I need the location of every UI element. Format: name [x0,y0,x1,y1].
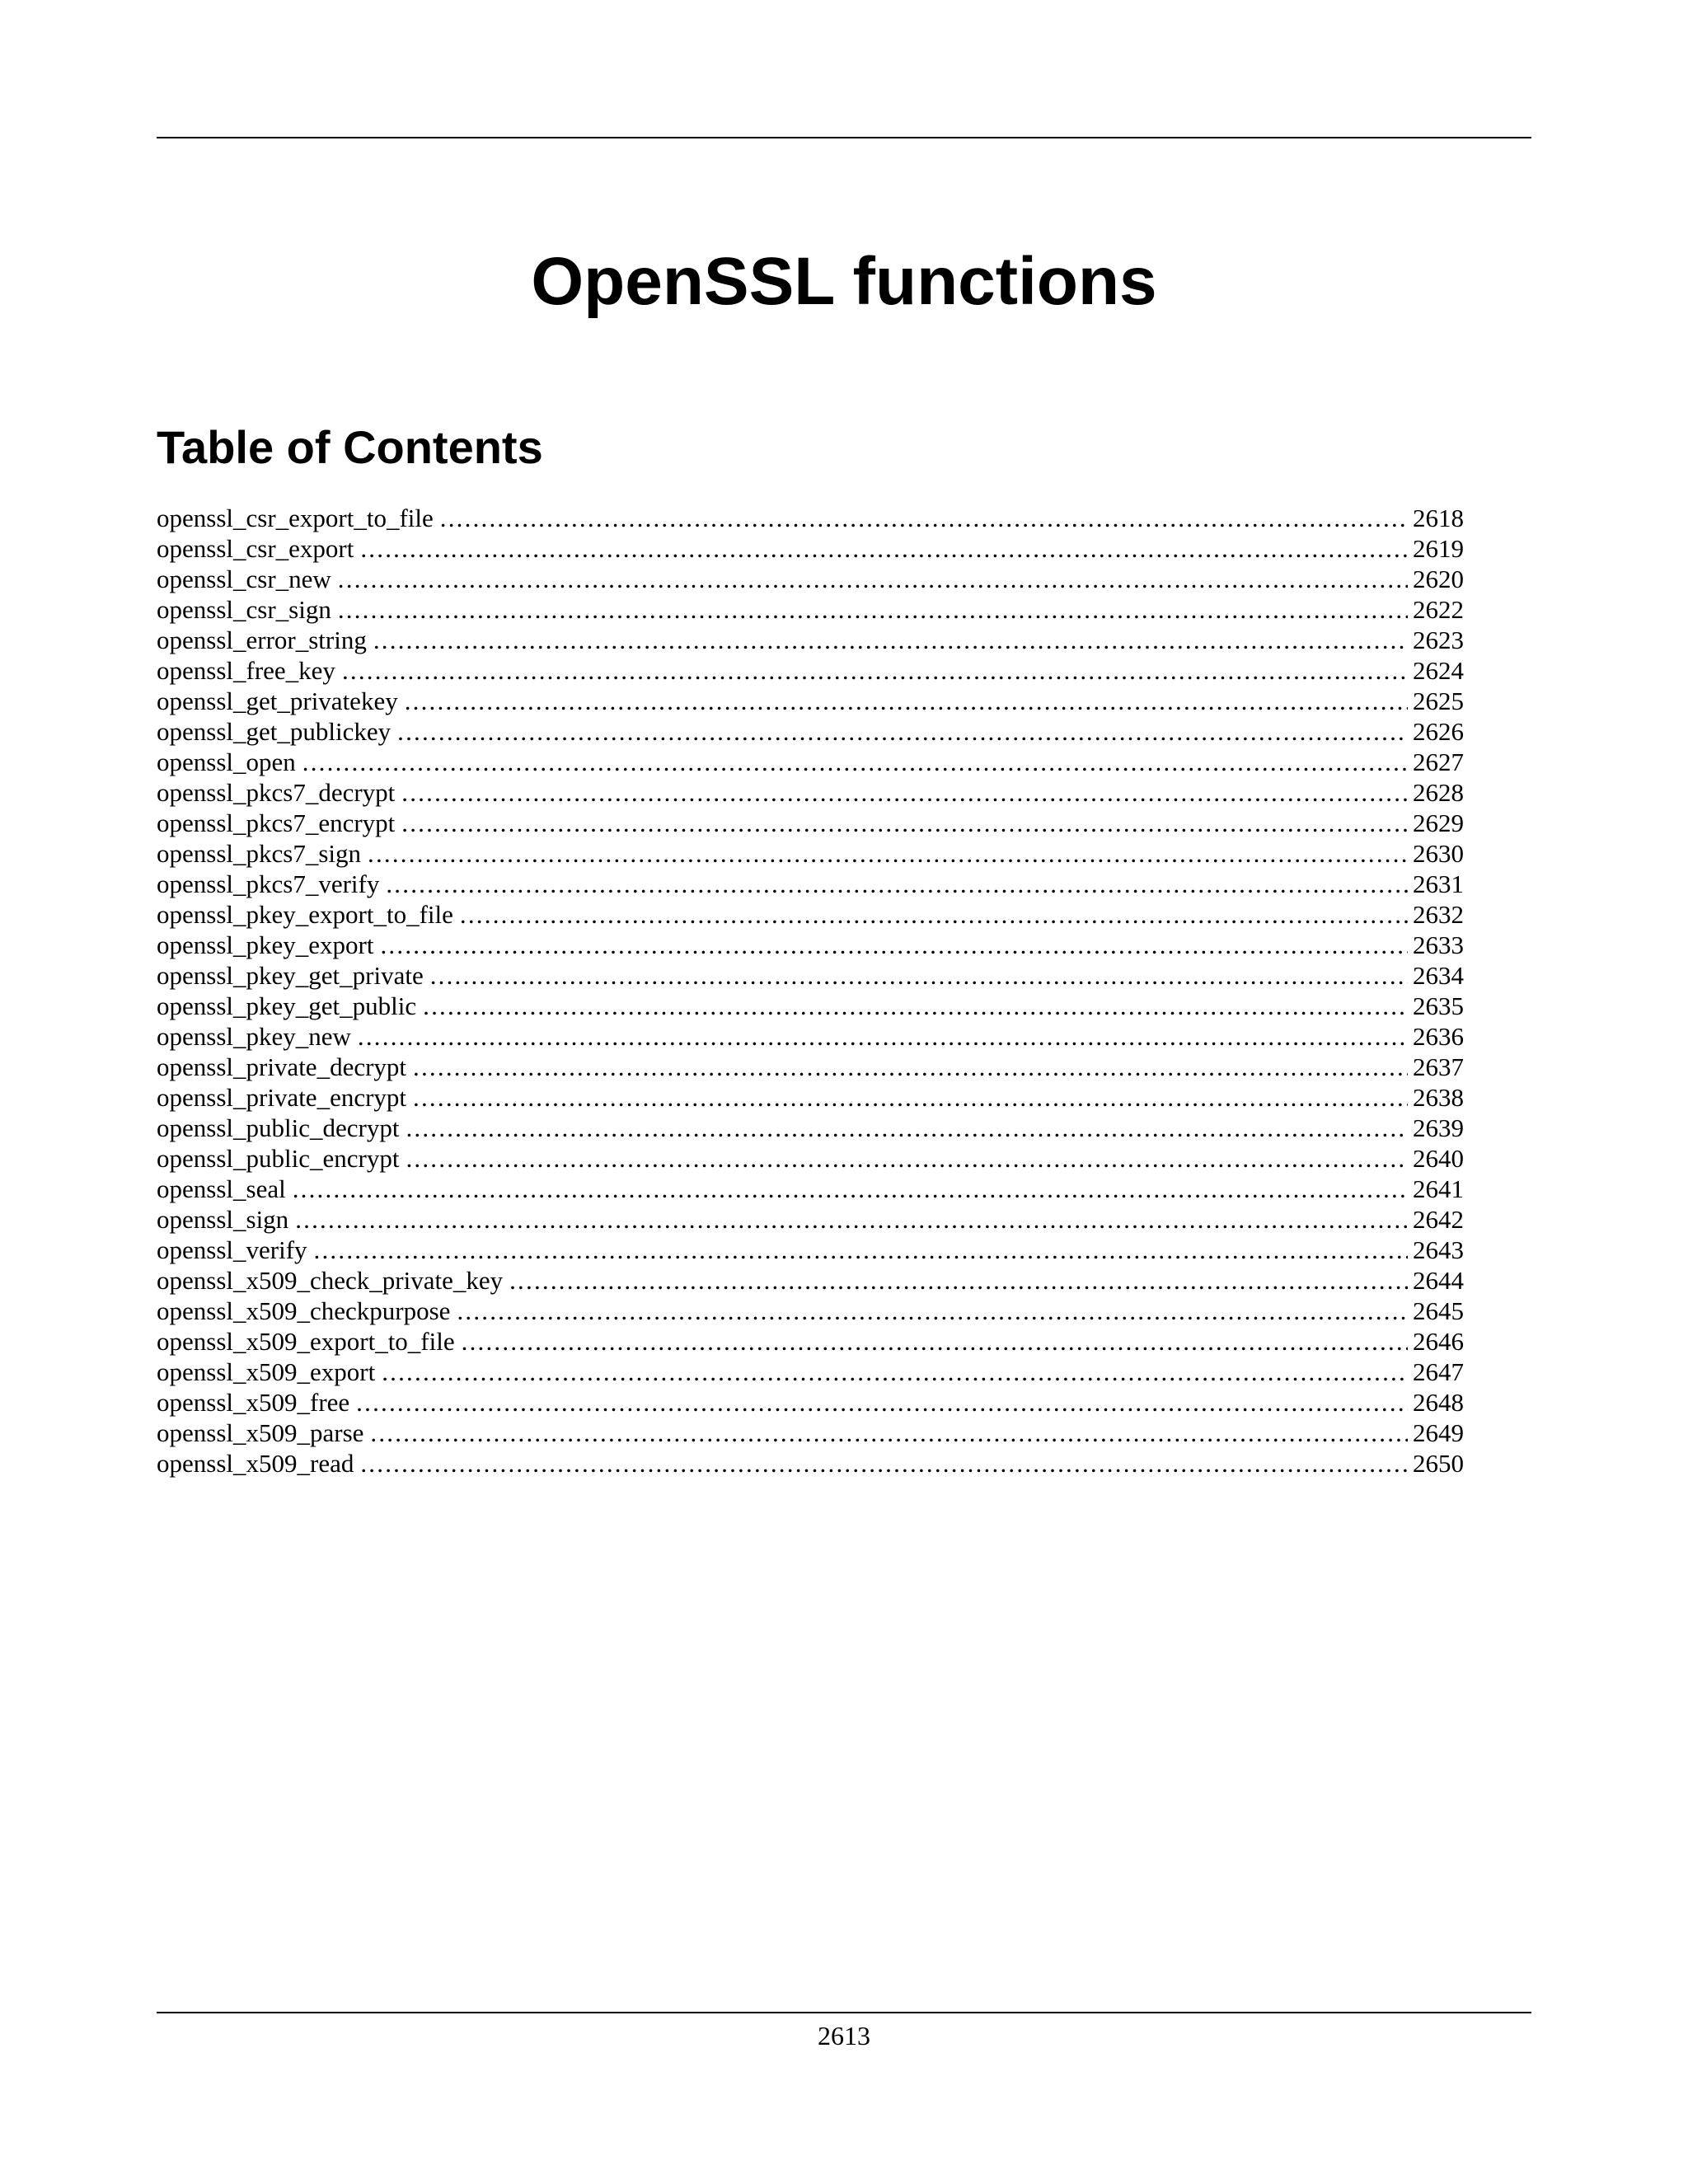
toc-heading: Table of Contents [157,421,543,473]
toc-dot-leader [368,838,1408,869]
toc-entry[interactable] [157,1296,1464,1326]
toc-entry-name: openssl_open [157,748,296,776]
toc-entry-page: 2619 [1413,534,1464,563]
toc-entry-page: 2641 [1413,1174,1464,1203]
toc-entry-page: 2643 [1413,1235,1464,1264]
toc-entry[interactable] [157,899,1464,930]
toc-entry-page: 2650 [1413,1449,1464,1478]
toc-entry-page: 2618 [1413,504,1464,532]
toc-entry-name: openssl_pkcs7_sign [157,839,361,868]
toc-entry-name: openssl_x509_free [157,1388,350,1417]
toc-list [157,503,1464,1479]
toc-entry-name: openssl_free_key [157,656,335,685]
toc-entry[interactable] [157,838,1464,869]
toc-entry[interactable] [157,808,1464,838]
toc-entry-name: openssl_pkey_get_private [157,961,424,990]
toc-dot-leader [360,533,1408,564]
toc-dot-leader [295,1204,1408,1235]
toc-entry[interactable] [157,1265,1464,1296]
toc-entry-page: 2637 [1413,1052,1464,1081]
toc-entry-page: 2629 [1413,808,1464,837]
toc-entry-page: 2626 [1413,717,1464,746]
toc-entry[interactable] [157,1082,1464,1113]
toc-entry[interactable] [157,594,1464,625]
toc-entry[interactable] [157,533,1464,564]
toc-dot-leader [338,564,1408,594]
toc-dot-leader [386,869,1408,899]
toc-dot-leader [397,716,1408,747]
toc-entry-page: 2640 [1413,1144,1464,1173]
toc-entry-page: 2644 [1413,1266,1464,1295]
toc-entry[interactable] [157,1418,1464,1448]
toc-entry-name: openssl_csr_export_to_file [157,504,434,532]
toc-dot-leader [293,1174,1408,1204]
toc-entry[interactable] [157,1174,1464,1204]
toc-dot-leader [406,1113,1408,1143]
toc-entry-name: openssl_csr_new [157,565,331,593]
toc-entry[interactable] [157,747,1464,777]
toc-entry-name: openssl_pkcs7_verify [157,869,380,898]
toc-entry-name: openssl_seal [157,1174,286,1203]
toc-entry-name: openssl_pkey_export_to_file [157,900,453,929]
toc-entry-page: 2633 [1413,930,1464,959]
toc-entry-page: 2632 [1413,900,1464,929]
toc-entry-page: 2630 [1413,839,1464,868]
toc-entry-page: 2639 [1413,1113,1464,1142]
toc-entry-page: 2620 [1413,565,1464,593]
toc-entry-page: 2649 [1413,1418,1464,1447]
toc-entry-page: 2646 [1413,1327,1464,1356]
toc-entry-page: 2645 [1413,1296,1464,1325]
toc-entry[interactable] [157,1021,1464,1052]
toc-entry[interactable] [157,1204,1464,1235]
toc-dot-leader [430,960,1408,991]
toc-entry-page: 2648 [1413,1388,1464,1417]
toc-entry[interactable] [157,564,1464,594]
toc-dot-leader [356,1387,1408,1418]
toc-entry-name: openssl_csr_sign [157,595,331,624]
toc-dot-leader [462,1326,1408,1357]
toc-entry[interactable] [157,1326,1464,1357]
toc-entry[interactable] [157,991,1464,1021]
toc-entry-name: openssl_pkey_export [157,930,374,959]
header-rule [157,137,1531,138]
toc-dot-leader [380,930,1408,960]
toc-entry[interactable] [157,930,1464,960]
toc-dot-leader [342,655,1408,686]
toc-entry-name: openssl_error_string [157,626,367,654]
toc-entry-name: openssl_public_encrypt [157,1144,400,1173]
toc-dot-leader [405,686,1408,716]
toc-entry-page: 2635 [1413,991,1464,1020]
toc-dot-leader [401,808,1408,838]
toc-entry[interactable] [157,1113,1464,1143]
toc-dot-leader [440,503,1408,533]
toc-entry-page: 2625 [1413,687,1464,715]
toc-entry[interactable] [157,1387,1464,1418]
toc-entry-page: 2628 [1413,778,1464,807]
toc-entry-page: 2638 [1413,1083,1464,1112]
toc-entry[interactable] [157,625,1464,655]
toc-dot-leader [302,747,1408,777]
toc-entry[interactable] [157,960,1464,991]
toc-entry-name: openssl_private_decrypt [157,1052,407,1081]
toc-entry-name: openssl_get_privatekey [157,687,398,715]
toc-dot-leader [360,1448,1408,1479]
toc-entry-page: 2647 [1413,1357,1464,1386]
toc-entry-name: openssl_pkcs7_encrypt [157,808,396,837]
toc-dot-leader [460,899,1408,930]
toc-entry-page: 2623 [1413,626,1464,654]
toc-entry-name: openssl_public_decrypt [157,1113,400,1142]
toc-entry[interactable] [157,777,1464,808]
toc-entry[interactable] [157,1448,1464,1479]
toc-entry[interactable] [157,503,1464,533]
toc-entry-page: 2627 [1413,748,1464,776]
toc-entry[interactable] [157,1357,1464,1387]
toc-entry[interactable] [157,869,1464,899]
toc-dot-leader [401,777,1408,808]
toc-dot-leader [370,1418,1408,1448]
toc-entry-name: openssl_pkey_new [157,1022,351,1051]
toc-dot-leader [406,1143,1408,1174]
toc-entry-name: openssl_verify [157,1235,307,1264]
toc-dot-leader [423,991,1408,1021]
page-title: OpenSSL functions [531,244,1157,319]
toc-entry-name: openssl_x509_checkpurpose [157,1296,451,1325]
toc-entry-name: openssl_x509_export [157,1357,376,1386]
toc-entry-name: openssl_pkey_get_public [157,991,417,1020]
toc-entry[interactable] [157,686,1464,716]
toc-entry-page: 2624 [1413,656,1464,685]
toc-entry-page: 2642 [1413,1205,1464,1234]
toc-entry-name: openssl_x509_read [157,1449,354,1478]
footer-rule [157,2012,1531,2013]
toc-dot-leader [314,1235,1408,1265]
toc-dot-leader [413,1082,1408,1113]
toc-entry-page: 2636 [1413,1022,1464,1051]
toc-entry-page: 2634 [1413,961,1464,990]
toc-entry-name: openssl_x509_export_to_file [157,1327,455,1356]
toc-dot-leader [457,1296,1408,1326]
toc-dot-leader [373,625,1408,655]
toc-entry-page: 2622 [1413,595,1464,624]
toc-entry-name: openssl_x509_parse [157,1418,364,1447]
toc-entry[interactable] [157,1235,1464,1265]
toc-entry[interactable] [157,1143,1464,1174]
toc-entry-name: openssl_x509_check_private_key [157,1266,504,1295]
toc-entry-name: openssl_private_encrypt [157,1083,407,1112]
toc-entry[interactable] [157,655,1464,686]
toc-dot-leader [413,1052,1408,1082]
page-number: 2613 [818,2021,870,2050]
toc-entry-page: 2631 [1413,869,1464,898]
toc-dot-leader [338,594,1408,625]
toc-dot-leader [382,1357,1408,1387]
toc-dot-leader [509,1265,1408,1296]
toc-entry-name: openssl_pkcs7_decrypt [157,778,396,807]
toc-dot-leader [358,1021,1408,1052]
toc-entry-name: openssl_sign [157,1205,289,1234]
toc-entry[interactable] [157,1052,1464,1082]
toc-entry-name: openssl_csr_export [157,534,354,563]
toc-entry[interactable] [157,716,1464,747]
toc-entry-name: openssl_get_publickey [157,717,392,746]
